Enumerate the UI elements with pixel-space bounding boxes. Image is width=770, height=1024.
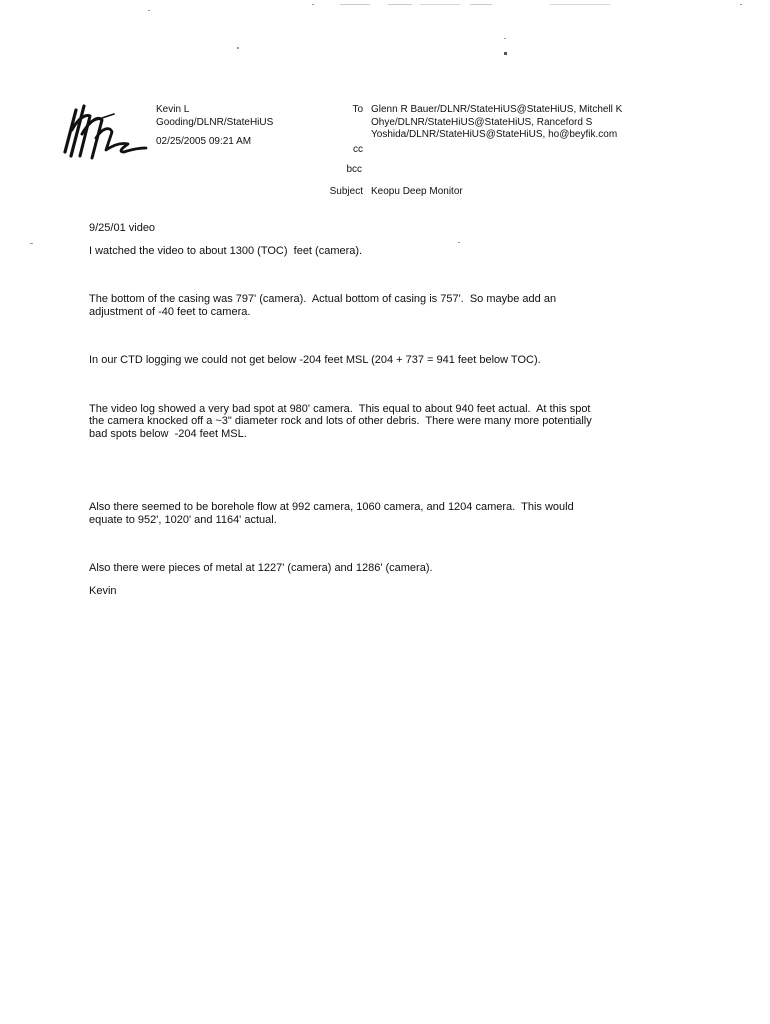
body-line: adjustment of -40 feet to camera. (89, 305, 251, 318)
subject-label: Subject (329, 186, 363, 197)
sender-name: Kevin L (156, 104, 190, 115)
body-paragraph: 9/25/01 video (89, 222, 156, 234)
subject-value: Keopu Deep Monitor (371, 186, 463, 197)
body-line: the camera knocked off a ~3" diameter rock and lots of other debris. There were many more potentially (89, 415, 592, 428)
bcc-label: bcc (346, 164, 362, 175)
to-line: Ohye/DLNR/StateHiUS@StateHiUS, Ranceford S (371, 116, 593, 128)
message-body (89, 222, 679, 608)
body-paragraph (89, 377, 679, 465)
body-line: Also there seemed to be borehole flow at 992 camera, 1060 camera, and 1204 camera. This would (89, 501, 574, 514)
body-line: The video log showed a very bad spot at 980' camera. This equal to about 940 feet actual. At this spot (89, 402, 591, 415)
to-line: Glenn R Bauer/DLNR/StateHiUS@StateHiUS, Mitchell K (371, 104, 623, 115)
body-line: bad spots below -204 feet MSL. (89, 427, 247, 440)
body-paragraph: In our CTD logging we could not get below -204 feet MSL (204 + 737 = 941 feet below TOC). (89, 354, 541, 367)
body-line: The bottom of the casing was 797' (camera). Actual bottom of casing is 757'. So maybe add an (89, 293, 557, 306)
signoff: Kevin (89, 585, 117, 598)
body-paragraph: I watched the video to about 1300 (TOC) feet (camera). (89, 245, 363, 258)
sender-org: Gooding/DLNR/StateHiUS (156, 116, 274, 128)
sender-block (156, 104, 273, 149)
signature (62, 100, 152, 166)
body-paragraph: Also there were pieces of metal at 1227' (camera) and 1286' (camera). (89, 562, 433, 575)
body-line: equate to 952', 1020' and 1164' actual. (89, 513, 277, 526)
body-paragraph (89, 268, 679, 344)
body-paragraph (89, 476, 679, 552)
cc-label: cc (353, 144, 363, 155)
to-label: To (352, 104, 363, 115)
sent-datetime: 02/25/2005 09:21 AM (156, 136, 252, 147)
to-recipients (371, 104, 671, 142)
to-line: Yoshida/DLNR/StateHiUS@StateHiUS, ho@beyfik.com (371, 129, 618, 140)
